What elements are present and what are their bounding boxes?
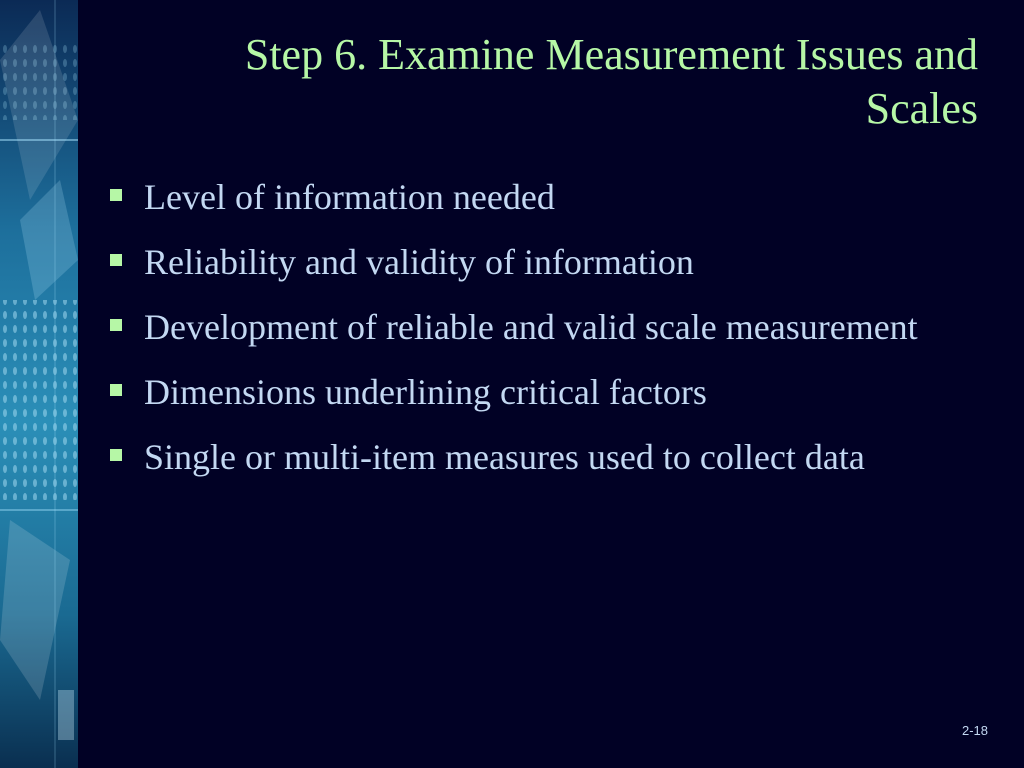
square-bullet-icon: [110, 189, 122, 201]
bullet-item: [108, 365, 988, 419]
bullet-list: [108, 170, 988, 495]
square-bullet-icon: [110, 449, 122, 461]
slide-title: Step 6. Examine Measurement Issues and Scales: [244, 30, 978, 133]
bullet-text: Reliability and validity of information: [144, 242, 694, 282]
bullet-text: Development of reliable and valid scale measurement: [144, 307, 918, 347]
bullet-text: Single or multi-item measures used to collect data: [144, 437, 865, 477]
decorative-side-strip: [0, 0, 78, 768]
bullet-item: [108, 170, 988, 224]
bullet-item: [108, 430, 988, 484]
bullet-text: Dimensions underlining critical factors: [144, 372, 707, 412]
bullet-item: [108, 300, 988, 354]
bullet-text: Level of information needed: [144, 177, 555, 217]
square-bullet-icon: [110, 319, 122, 331]
page-number: 2-18: [961, 723, 988, 738]
square-bullet-icon: [110, 384, 122, 396]
square-bullet-icon: [110, 254, 122, 266]
bullet-item: [108, 235, 988, 289]
